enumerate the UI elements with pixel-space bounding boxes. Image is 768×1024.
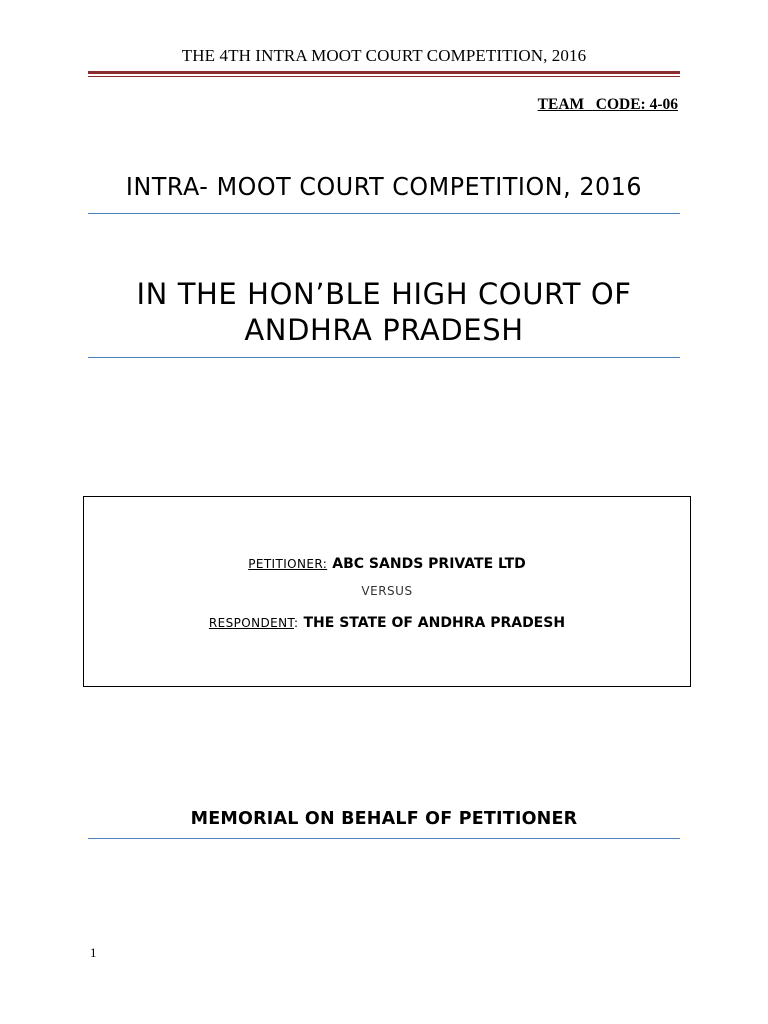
competition-title: INTRA- MOOT COURT COMPETITION, 2016	[125, 172, 643, 201]
court-title-divider	[88, 357, 680, 358]
respondent-label: RESPONDENT	[208, 616, 294, 630]
respondent-separator: :	[293, 616, 299, 630]
running-header: THE 4TH INTRA MOOT COURT COMPETITION, 2016	[181, 46, 587, 65]
petitioner-label: PETITIONER:	[248, 557, 328, 571]
competition-title-divider	[88, 213, 680, 214]
court-title-line-2: ANDHRA PRADESH	[244, 313, 524, 347]
petitioner-line	[84, 553, 690, 572]
parties-box	[83, 496, 691, 687]
court-title	[88, 276, 680, 348]
memorial-divider	[88, 838, 680, 839]
versus-label: VERSUS	[361, 584, 413, 598]
respondent-line	[84, 612, 690, 631]
team-code: TEAM CODE: 4-06	[537, 96, 678, 113]
page-number: 1	[90, 945, 97, 960]
respondent-name: THE STATE OF ANDHRA PRADESH	[303, 615, 566, 631]
memorial-title: MEMORIAL ON BEHALF OF PETITIONER	[190, 809, 578, 829]
court-title-line-1: IN THE HON’BLE HIGH COURT OF	[136, 277, 632, 311]
petitioner-name: ABC SANDS PRIVATE LTD	[332, 556, 526, 572]
header-divider	[88, 71, 680, 77]
